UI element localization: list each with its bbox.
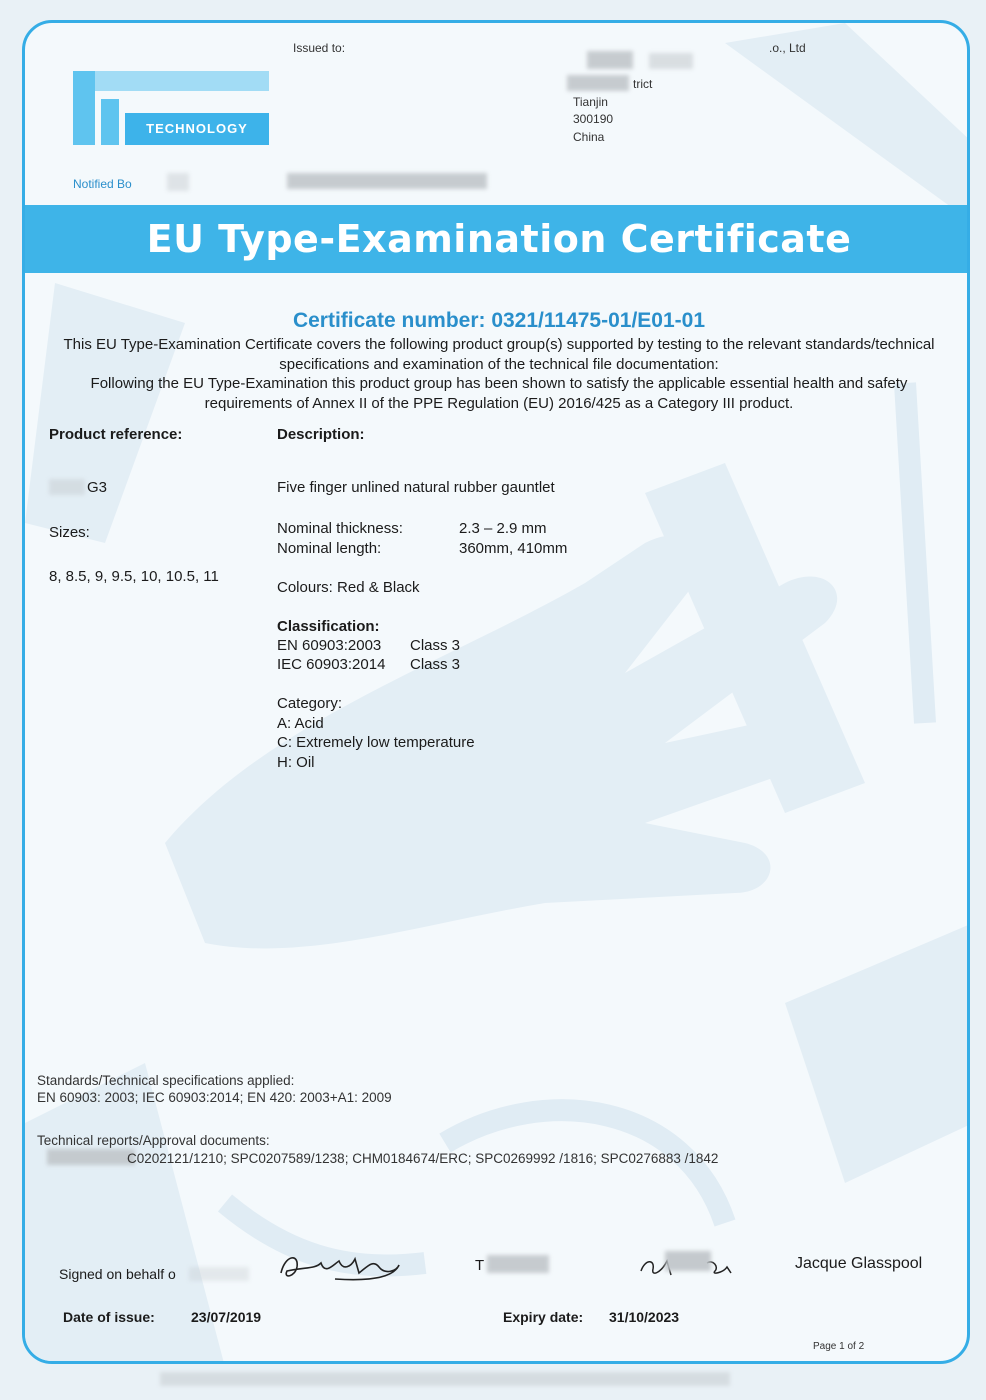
standards-label: Standards/Technical specifications applied: — [37, 1073, 295, 1088]
class-row — [277, 636, 461, 656]
thickness-value: 2.3 – 2.9 mm — [459, 520, 547, 537]
class-standard: EN 60903:2003 — [277, 637, 382, 654]
redaction — [287, 173, 487, 189]
issuer-logo — [73, 71, 271, 149]
notified-body-label: Notified Bo — [73, 177, 132, 191]
signed-on-behalf: Signed on behalf o — [59, 1266, 176, 1282]
signatory-name: Jacque Glasspool — [795, 1255, 923, 1272]
class-row — [277, 655, 461, 675]
company-name: .o., Ltd — [769, 41, 806, 55]
product-reference-value: G3 — [87, 479, 108, 496]
reports-label: Technical reports/Approval documents: — [37, 1133, 270, 1148]
redaction — [189, 1267, 249, 1281]
category-item: H: Oil — [277, 754, 315, 771]
category-item: C: Extremely low temperature — [277, 734, 475, 751]
redaction — [487, 1255, 549, 1273]
description-label: Description: — [277, 426, 365, 443]
thickness-label: Nominal thickness: — [277, 520, 403, 537]
certificate-title-banner: EU Type-Examination Certificate — [25, 205, 970, 273]
address-country: China — [573, 130, 605, 144]
class-value: Class 3 — [410, 656, 461, 673]
sizes-value: 8, 8.5, 9, 9.5, 10, 10.5, 11 — [49, 568, 219, 585]
category-label: Category: — [277, 695, 343, 712]
certificate-frame — [22, 20, 970, 1364]
class-value: Class 3 — [410, 637, 461, 654]
redaction — [665, 1251, 711, 1271]
address-district: trict — [633, 77, 653, 91]
colours: Colours: Red & Black — [277, 579, 420, 596]
product-reference-label: Product reference: — [49, 426, 183, 443]
issued-to-label: Issued to: — [293, 41, 346, 55]
certificate-intro — [45, 335, 953, 413]
redaction — [567, 75, 629, 91]
redaction — [160, 1372, 730, 1386]
expiry-date-label: Expiry date: — [503, 1309, 584, 1325]
certificate-number: Certificate number: 0321/11475-01/E01-01 — [292, 309, 706, 332]
redaction — [47, 1149, 135, 1165]
signature-image — [275, 1245, 405, 1285]
date-of-issue-label: Date of issue: — [63, 1309, 155, 1325]
length-label: Nominal length: — [277, 540, 382, 557]
category-item: A: Acid — [277, 715, 324, 732]
length-value: 360mm, 410mm — [459, 540, 568, 557]
address-postcode: 300190 — [573, 112, 614, 126]
redaction — [587, 51, 633, 69]
logo-technology-label: TECHNOLOGY — [125, 113, 269, 145]
signatory-middle-initial: T — [475, 1257, 485, 1274]
sizes-label: Sizes: — [49, 524, 90, 541]
redaction — [49, 479, 85, 495]
reports-value: C0202121/1210; SPC0207589/1238; CHM0184674/ERC; SPC0269992 /1816; SPC0276883 /1842 — [127, 1151, 719, 1166]
expiry-date-value: 31/10/2023 — [609, 1309, 680, 1325]
date-of-issue-value: 23/07/2019 — [191, 1309, 262, 1325]
redaction — [649, 53, 693, 69]
description-text: Five finger unlined natural rubber gauntlet — [277, 479, 555, 496]
intro-paragraph-1: This EU Type-Examination Certificate covers the following product group(s) supported by testing to the relevant standards/technical specifications and examination of the technical file documentation: — [63, 336, 935, 373]
class-standard: IEC 60903:2014 — [277, 656, 386, 673]
address-city: Tianjin — [573, 95, 608, 109]
redaction — [167, 173, 189, 191]
page-number: Page 1 of 2 — [813, 1341, 865, 1352]
intro-paragraph-2: Following the EU Type-Examination this product group has been shown to satisfy the applicable essential health and safety requirements of Annex II of the PPE Regulation (EU) 2016/425 as a Category III product. — [90, 375, 908, 412]
standards-value: EN 60903: 2003; IEC 60903:2014; EN 420: 2003+A1: 2009 — [37, 1090, 392, 1105]
classification-label: Classification: — [277, 618, 380, 635]
